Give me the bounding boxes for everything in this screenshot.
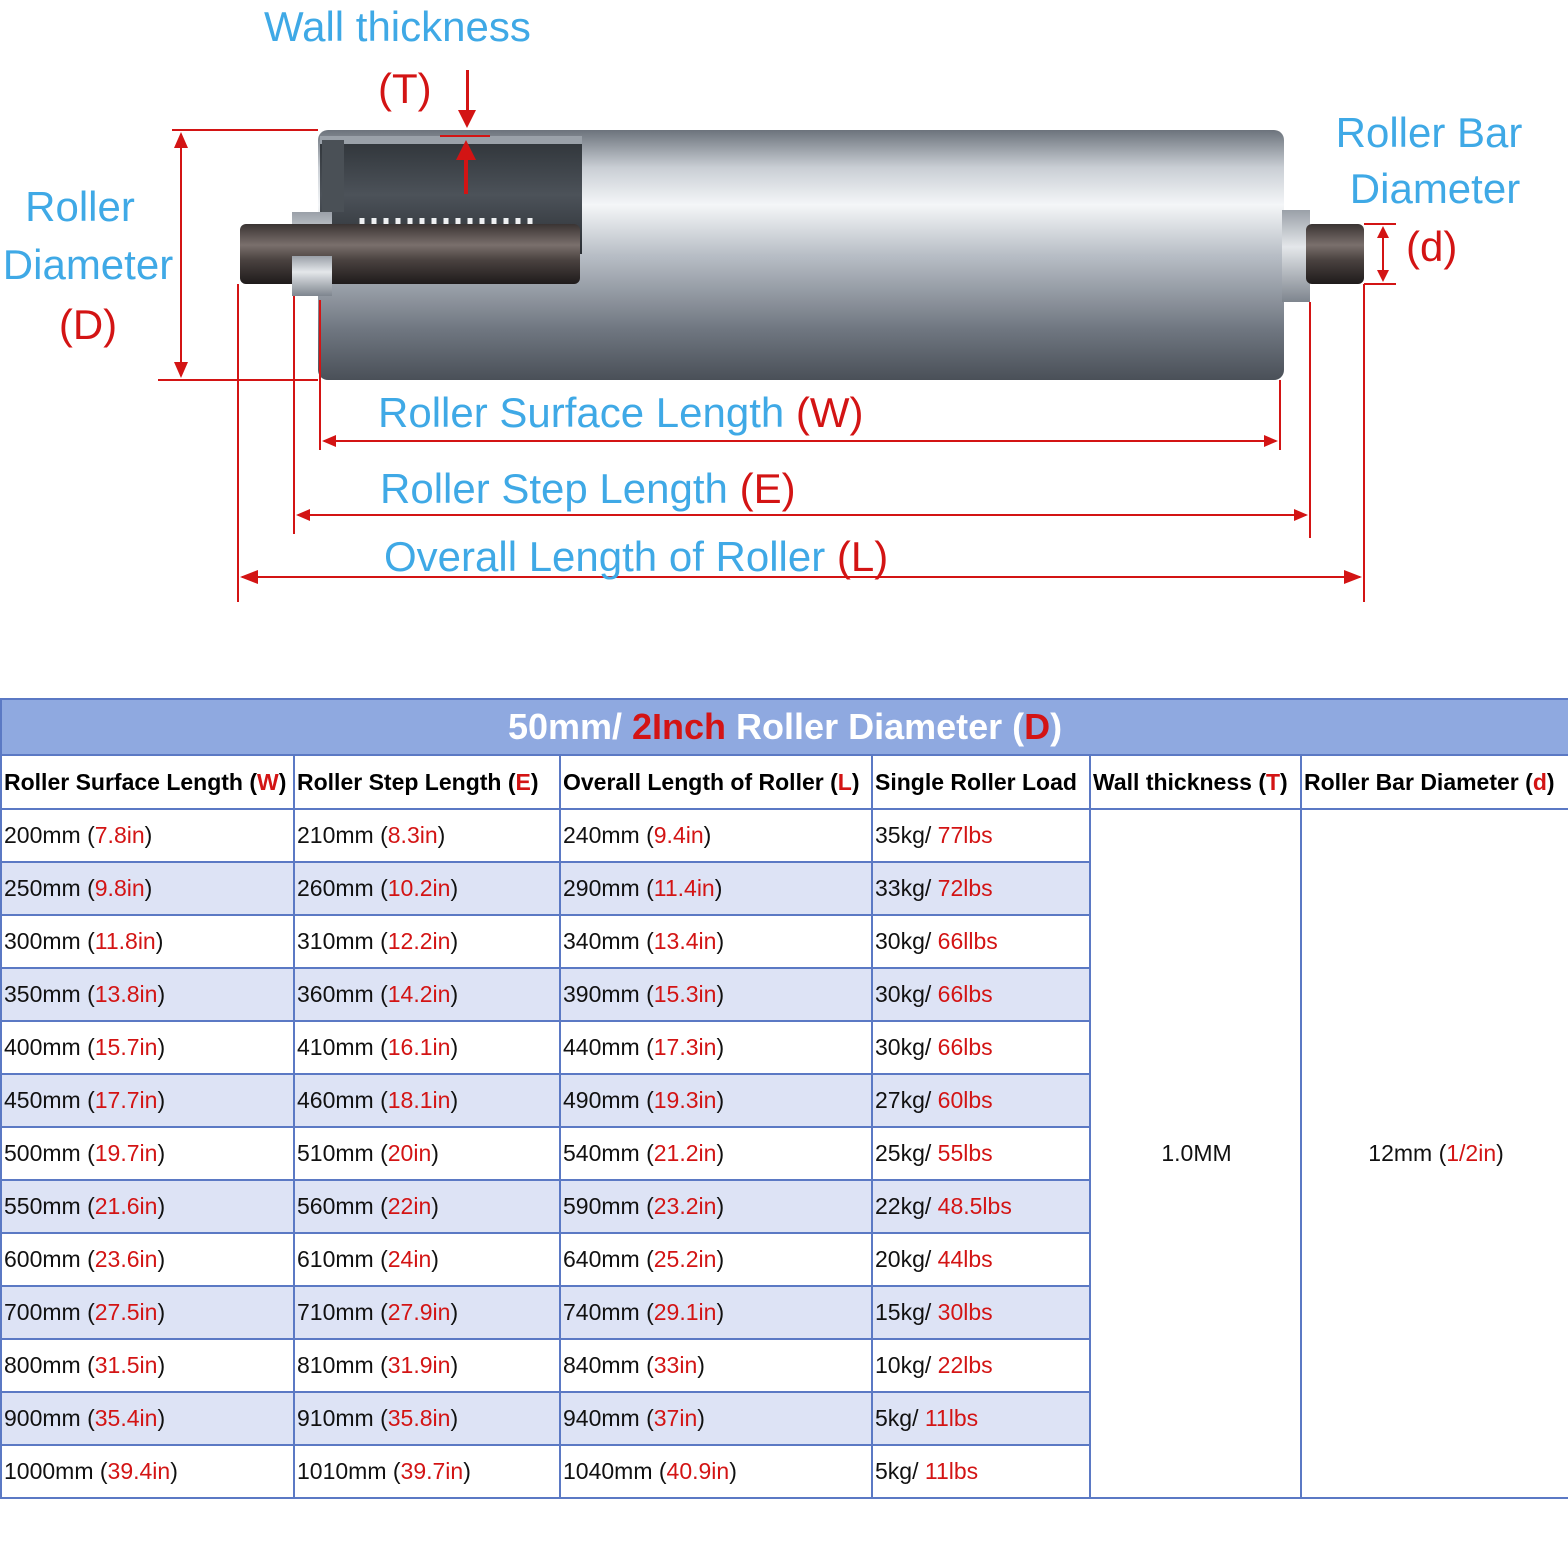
step-length-cell-mm: 910mm: [297, 1405, 374, 1431]
step-length-cell-mm: 210mm: [297, 822, 374, 848]
surface-length-cell: 700mm (27.5in): [1, 1286, 294, 1339]
step-length-cell: 1010mm (39.7in): [294, 1445, 560, 1498]
overall-length-cell: 840mm (33in): [560, 1339, 872, 1392]
overall-length-cell: 540mm (21.2in): [560, 1127, 872, 1180]
overall-length-cell-mm: 590mm: [563, 1193, 640, 1219]
load-cell: [872, 1286, 1090, 1339]
column-header-text: Roller Bar Diameter (: [1304, 768, 1533, 795]
surface-length-cell-in: 23.6in: [94, 1246, 158, 1272]
load-cell: [872, 809, 1090, 862]
overall-length-cell: 240mm (9.4in): [560, 809, 872, 862]
load-cell: [872, 1233, 1090, 1286]
load-kg: 35kg/: [875, 822, 938, 848]
overall-length-cell-mm: 840mm: [563, 1352, 640, 1378]
overall-length-cell: 490mm (19.3in): [560, 1074, 872, 1127]
step-length-cell-in: 12.2in: [387, 928, 451, 954]
overall-length-cell-mm: 490mm: [563, 1087, 640, 1113]
surface-length-cell-mm: 900mm: [4, 1405, 81, 1431]
surface-length-cell-in: 9.8in: [94, 875, 145, 901]
right-end-cap: [1282, 210, 1310, 302]
surface-length-cell-in: 11.8in: [94, 928, 156, 954]
title-part3: Roller Diameter (: [726, 706, 1025, 747]
load-kg: 5kg/: [875, 1405, 925, 1431]
surface-length-text: Roller Surface Length: [378, 389, 785, 436]
surface-length-cell-in: 7.8in: [94, 822, 145, 848]
surface-length-cell: 500mm (19.7in): [1, 1127, 294, 1180]
step-length-cell: 710mm (27.9in): [294, 1286, 560, 1339]
load-cell: [872, 968, 1090, 1021]
surface-length-cell-mm: 600mm: [4, 1246, 81, 1272]
overall-length-label: [384, 532, 888, 582]
right-shaft: [1306, 224, 1364, 284]
surface-length-cell-mm: 700mm: [4, 1299, 81, 1325]
step-length-cell-in: 20in: [387, 1140, 432, 1166]
column-header-symbol: d: [1532, 768, 1547, 795]
roller-bar-diameter-symbol: (d): [1406, 223, 1458, 270]
overall-length-cell-mm: 390mm: [563, 981, 640, 1007]
column-header-close: ): [851, 768, 860, 795]
column-header: [1090, 755, 1301, 809]
surface-length-cell-in: 35.4in: [94, 1405, 158, 1431]
surface-length-cell: 550mm (21.6in): [1, 1180, 294, 1233]
column-header-symbol: T: [1265, 768, 1281, 795]
step-length-cell-mm: 260mm: [297, 875, 374, 901]
step-length-cell-in: 18.1in: [387, 1087, 451, 1113]
overall-length-text: Overall Length of Roller: [384, 533, 826, 580]
load-lbs: 66llbs: [937, 928, 998, 954]
load-cell: [872, 1445, 1090, 1498]
overall-length-cell-mm: 540mm: [563, 1140, 640, 1166]
step-length-text: Roller Step Length: [380, 465, 728, 512]
overall-length-cell-mm: 940mm: [563, 1405, 640, 1431]
step-length-cell-in: 31.9in: [387, 1352, 451, 1378]
column-header-text: Roller Surface Length (: [4, 768, 258, 795]
surface-length-symbol: (W): [795, 389, 864, 436]
column-header-close: ): [530, 768, 539, 795]
overall-length-cell-mm: 290mm: [563, 875, 640, 901]
load-cell: [872, 1127, 1090, 1180]
bar-diameter-in: 1/2in: [1446, 1140, 1497, 1166]
column-header-text: Roller Step Length (: [297, 768, 516, 795]
column-header-symbol: W: [257, 768, 279, 795]
load-kg: 30kg/: [875, 928, 938, 954]
load-kg: 10kg/: [875, 1352, 938, 1378]
step-length-cell-mm: 410mm: [297, 1034, 374, 1060]
load-cell: [872, 1392, 1090, 1445]
load-cell: [872, 862, 1090, 915]
surface-length-cell-in: 19.7in: [94, 1140, 158, 1166]
surface-length-cell-in: 39.4in: [107, 1458, 171, 1484]
overall-length-cell: 340mm (13.4in): [560, 915, 872, 968]
overall-length-cell-in: 29.1in: [653, 1299, 717, 1325]
load-lbs: 66lbs: [937, 981, 993, 1007]
load-lbs: 11lbs: [924, 1458, 979, 1484]
step-length-cell-mm: 1010mm: [297, 1458, 387, 1484]
load-lbs: 55lbs: [937, 1140, 993, 1166]
step-length-cell-mm: 510mm: [297, 1140, 374, 1166]
step-length-cell-mm: 310mm: [297, 928, 374, 954]
surface-length-cell-in: 31.5in: [94, 1352, 158, 1378]
left-shaft: [240, 224, 580, 284]
column-header-text: Overall Length of Roller (: [563, 768, 838, 795]
step-length-cell-in: 27.9in: [387, 1299, 451, 1325]
load-kg: 25kg/: [875, 1140, 938, 1166]
spec-table: [0, 698, 1568, 1499]
column-header: [1, 755, 294, 809]
load-lbs: 22lbs: [937, 1352, 993, 1378]
step-length-cell-in: 10.2in: [387, 875, 451, 901]
surface-length-cell-mm: 450mm: [4, 1087, 81, 1113]
step-length-cell-in: 39.7in: [400, 1458, 464, 1484]
overall-length-cell-in: 11.4in: [653, 875, 715, 901]
step-length-cell: 460mm (18.1in): [294, 1074, 560, 1127]
load-lbs: 30lbs: [937, 1299, 993, 1325]
load-kg: 30kg/: [875, 1034, 938, 1060]
load-kg: 5kg/: [875, 1458, 925, 1484]
overall-length-cell: 640mm (25.2in): [560, 1233, 872, 1286]
step-length-cell-mm: 460mm: [297, 1087, 374, 1113]
surface-length-cell-in: 17.7in: [94, 1087, 158, 1113]
column-header: [1301, 755, 1568, 809]
column-header-close: ): [278, 768, 287, 795]
surface-length-cell-mm: 550mm: [4, 1193, 81, 1219]
overall-length-cell-in: 37in: [653, 1405, 698, 1431]
load-cell: [872, 1339, 1090, 1392]
surface-length-cell: 250mm (9.8in): [1, 862, 294, 915]
step-length-cell-in: 35.8in: [387, 1405, 451, 1431]
load-lbs: 77lbs: [937, 822, 993, 848]
overall-length-cell-mm: 640mm: [563, 1246, 640, 1272]
roller-diameter-label-line2: Diameter: [2, 241, 174, 288]
surface-length-cell-mm: 300mm: [4, 928, 81, 954]
column-header: [872, 755, 1090, 809]
overall-length-cell: 740mm (29.1in): [560, 1286, 872, 1339]
overall-length-cell-in: 40.9in: [666, 1458, 730, 1484]
overall-length-cell: 1040mm (40.9in): [560, 1445, 872, 1498]
overall-length-cell-in: 17.3in: [653, 1034, 717, 1060]
step-length-cell-mm: 560mm: [297, 1193, 374, 1219]
overall-length-cell-mm: 440mm: [563, 1034, 640, 1060]
step-length-cell: 910mm (35.8in): [294, 1392, 560, 1445]
step-length-cell-mm: 610mm: [297, 1246, 374, 1272]
surface-length-cell: 1000mm (39.4in): [1, 1445, 294, 1498]
wall-thickness-label: Wall thickness: [264, 3, 531, 50]
step-length-cell: 610mm (24in): [294, 1233, 560, 1286]
step-length-cell: 310mm (12.2in): [294, 915, 560, 968]
surface-length-cell: 800mm (31.5in): [1, 1339, 294, 1392]
bar-diameter-value-cell: 12mm (1/2in): [1301, 809, 1568, 1498]
column-header: [560, 755, 872, 809]
surface-length-cell-mm: 200mm: [4, 822, 81, 848]
step-length-cell-in: 14.2in: [387, 981, 451, 1007]
step-length-cell: 360mm (14.2in): [294, 968, 560, 1021]
column-header: [294, 755, 560, 809]
surface-length-cell: 600mm (23.6in): [1, 1233, 294, 1286]
step-length-label: [380, 464, 796, 514]
overall-length-cell-mm: 340mm: [563, 928, 640, 954]
overall-length-cell-in: 21.2in: [653, 1140, 717, 1166]
step-length-cell-mm: 360mm: [297, 981, 374, 1007]
surface-length-cell-in: 27.5in: [94, 1299, 158, 1325]
load-cell: [872, 1180, 1090, 1233]
overall-length-cell: 440mm (17.3in): [560, 1021, 872, 1074]
step-length-symbol: (E): [739, 465, 796, 512]
overall-length-cell-in: 19.3in: [653, 1087, 717, 1113]
surface-length-cell: 900mm (35.4in): [1, 1392, 294, 1445]
load-kg: 20kg/: [875, 1246, 938, 1272]
roller-body: [240, 130, 1364, 380]
column-header-symbol: E: [515, 768, 531, 795]
surface-length-cell: 200mm (7.8in): [1, 809, 294, 862]
surface-length-cell: 400mm (15.7in): [1, 1021, 294, 1074]
step-length-cell-in: 22in: [387, 1193, 432, 1219]
column-header-text: Single Roller Load: [875, 768, 1077, 795]
surface-length-cell: 300mm (11.8in): [1, 915, 294, 968]
overall-length-cell-in: 25.2in: [653, 1246, 717, 1272]
overall-length-cell: 590mm (23.2in): [560, 1180, 872, 1233]
surface-length-label: [378, 388, 864, 438]
roller-diameter-symbol: (D): [58, 301, 118, 348]
column-header-row: [1, 755, 1568, 809]
load-lbs: 11lbs: [924, 1405, 979, 1431]
load-kg: 33kg/: [875, 875, 938, 901]
load-cell: [872, 915, 1090, 968]
load-lbs: 44lbs: [937, 1246, 993, 1272]
step-length-cell: 560mm (22in): [294, 1180, 560, 1233]
surface-length-cell-in: 21.6in: [94, 1193, 158, 1219]
load-kg: 27kg/: [875, 1087, 938, 1113]
roller-diameter-label-line1: Roller: [25, 183, 135, 230]
title-part5: ): [1050, 706, 1063, 747]
surface-length-cell-mm: 1000mm: [4, 1458, 94, 1484]
overall-length-cell-mm: 740mm: [563, 1299, 640, 1325]
load-kg: 15kg/: [875, 1299, 938, 1325]
title-part2: 2Inch: [632, 706, 727, 747]
load-lbs: 66lbs: [937, 1034, 993, 1060]
overall-length-symbol: (L): [836, 533, 889, 580]
overall-length-cell-mm: 1040mm: [563, 1458, 653, 1484]
load-cell: [872, 1074, 1090, 1127]
title-part4: D: [1024, 706, 1051, 747]
surface-length-cell-mm: 800mm: [4, 1352, 81, 1378]
wall-thickness-symbol: (T): [378, 65, 432, 112]
surface-length-cell: 450mm (17.7in): [1, 1074, 294, 1127]
step-length-cell: 410mm (16.1in): [294, 1021, 560, 1074]
overall-length-cell: 290mm (11.4in): [560, 862, 872, 915]
column-header-close: ): [1546, 768, 1555, 795]
surface-length-cell: 350mm (13.8in): [1, 968, 294, 1021]
surface-length-cell-mm: 500mm: [4, 1140, 81, 1166]
step-length-cell-in: 8.3in: [387, 822, 438, 848]
table-body: [1, 809, 1568, 1498]
table-title: [1, 699, 1568, 755]
roller-diagram: [0, 0, 1568, 640]
step-length-cell-mm: 710mm: [297, 1299, 374, 1325]
title-part1: 50mm/: [507, 706, 633, 747]
load-lbs: 72lbs: [937, 875, 993, 901]
surface-length-cell-mm: 350mm: [4, 981, 81, 1007]
column-header-text: Wall thickness (: [1093, 768, 1266, 795]
overall-length-cell: 390mm (15.3in): [560, 968, 872, 1021]
load-kg: 30kg/: [875, 981, 938, 1007]
step-length-cell: 810mm (31.9in): [294, 1339, 560, 1392]
load-lbs: 48.5lbs: [937, 1193, 1012, 1219]
table-row: [1, 809, 1568, 862]
surface-length-cell-mm: 400mm: [4, 1034, 81, 1060]
surface-length-cell-in: 15.7in: [94, 1034, 158, 1060]
step-length-cell-in: 16.1in: [387, 1034, 451, 1060]
step-length-cell: 260mm (10.2in): [294, 862, 560, 915]
bar-diameter-mm: 12mm: [1368, 1140, 1433, 1166]
roller-bar-diameter-label-line2: Diameter: [1349, 165, 1521, 212]
wall-thickness-value-cell: 1.0MM: [1090, 809, 1301, 1498]
step-length-cell: 510mm (20in): [294, 1127, 560, 1180]
overall-length-cell-in: 9.4in: [653, 822, 704, 848]
surface-length-cell-mm: 250mm: [4, 875, 81, 901]
column-header-symbol: L: [837, 768, 852, 795]
overall-length-cell: 940mm (37in): [560, 1392, 872, 1445]
step-length-cell-in: 24in: [387, 1246, 432, 1272]
column-header-close: ): [1280, 768, 1288, 795]
overall-length-cell-in: 33in: [653, 1352, 698, 1378]
surface-length-cell-in: 13.8in: [94, 981, 158, 1007]
step-length-cell-mm: 810mm: [297, 1352, 374, 1378]
overall-length-cell-in: 23.2in: [653, 1193, 717, 1219]
load-lbs: 60lbs: [937, 1087, 993, 1113]
roller-bar-diameter-label-line1: Roller Bar: [1335, 109, 1523, 156]
load-kg: 22kg/: [875, 1193, 938, 1219]
overall-length-cell-in: 15.3in: [653, 981, 717, 1007]
load-cell: [872, 1021, 1090, 1074]
overall-length-cell-in: 13.4in: [653, 928, 717, 954]
overall-length-cell-mm: 240mm: [563, 822, 640, 848]
step-length-cell: 210mm (8.3in): [294, 809, 560, 862]
